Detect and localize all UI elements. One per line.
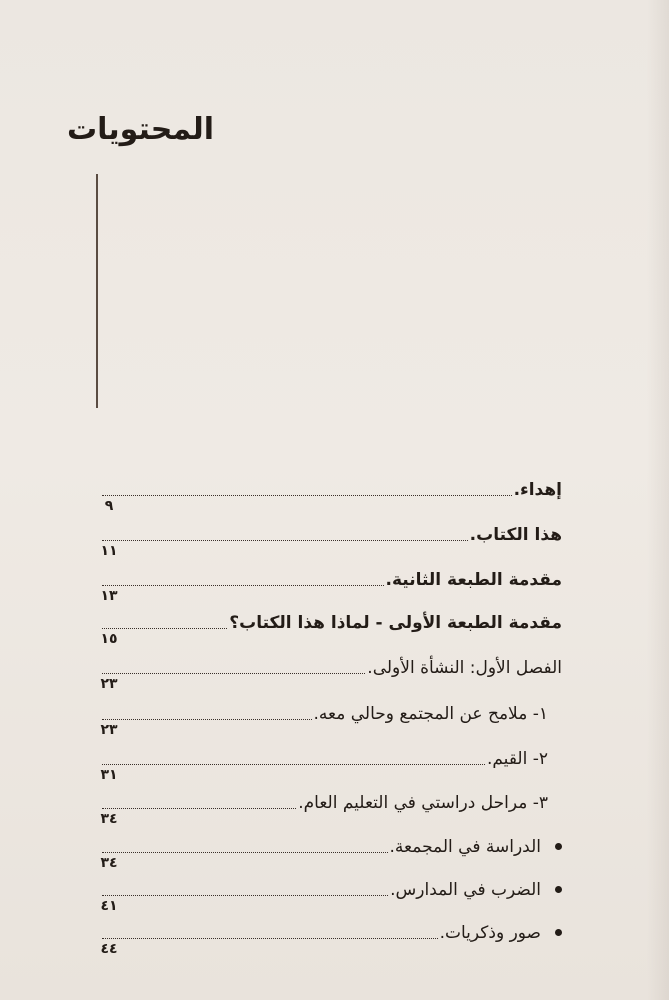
toc-page-number: ٤٤	[100, 941, 118, 957]
toc-entry	[100, 866, 562, 914]
toc-entry	[100, 511, 562, 559]
leader-dots	[102, 807, 296, 809]
leader-dots	[102, 539, 468, 541]
leader-dots	[102, 718, 312, 720]
toc-page-number: ٢٣	[100, 676, 118, 692]
leader-dots	[102, 851, 388, 853]
toc-entry	[100, 823, 562, 871]
toc-entry	[100, 644, 562, 692]
leader-dots	[102, 584, 384, 586]
toc-entry-label: الفصل الأول: النشأة الأولى.	[367, 658, 562, 678]
toc-entry-label: مقدمة الطبعة الأولى - لماذا هذا الكتاب؟	[229, 613, 562, 633]
leader-dots	[102, 494, 512, 496]
toc-entry	[102, 466, 562, 514]
toc-page-number: ٢٣	[100, 722, 118, 738]
toc-entry-label: الضرب في المدارس.	[390, 880, 541, 900]
toc-entry-label: هذا الكتاب.	[469, 525, 562, 545]
toc-page-number: ١٥	[100, 631, 118, 647]
toc-entry	[100, 599, 562, 647]
toc-entry	[100, 779, 562, 827]
bullet-icon	[555, 843, 562, 850]
leader-dots	[102, 672, 365, 674]
page-title: المحتويات	[66, 112, 214, 147]
bullet-icon	[555, 886, 562, 893]
toc-entry-label: مقدمة الطبعة الثانية.	[385, 570, 562, 590]
toc-page-number: ٣١	[100, 767, 118, 783]
toc-page-number: ٩	[104, 498, 114, 514]
toc-entry	[100, 690, 562, 738]
toc-page-number: ٣٤	[100, 855, 118, 871]
toc-page-number: ٤١	[100, 898, 118, 914]
leader-dots	[102, 894, 388, 896]
toc-page-number: ٣٤	[100, 811, 118, 827]
toc-entry	[100, 909, 562, 957]
toc-page-number: ١٣	[100, 588, 118, 604]
toc-entry-label: ٣- مراحل دراستي في التعليم العام.	[298, 793, 548, 813]
toc-entry-label: إهداء.	[513, 480, 562, 500]
bullet-icon	[555, 929, 562, 936]
toc-entry-label: ١- ملامح عن المجتمع وحالي معه.	[313, 704, 548, 724]
toc-entry	[100, 556, 562, 604]
toc-entry-label: صور وذكريات.	[439, 923, 541, 943]
leader-dots	[102, 627, 227, 629]
leader-dots	[102, 937, 438, 939]
toc-entry-label: الدراسة في المجمعة.	[389, 837, 541, 857]
leader-dots	[102, 763, 485, 765]
toc-entry	[100, 735, 562, 783]
toc-entry-label: ٢- القيم.	[486, 749, 548, 769]
toc-page-number: ١١	[100, 543, 118, 559]
